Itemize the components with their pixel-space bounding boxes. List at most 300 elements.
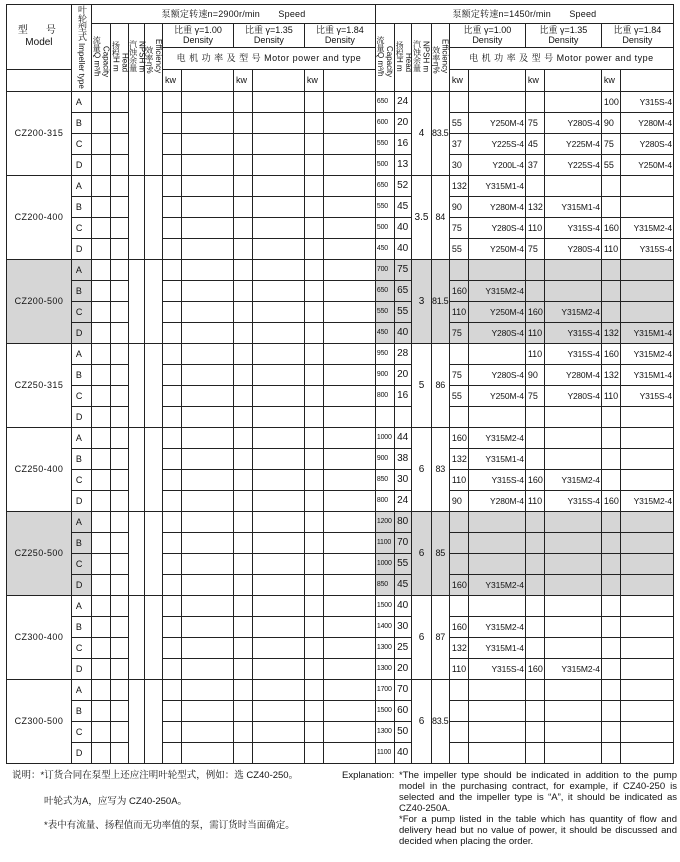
kw-1450-cell xyxy=(601,469,620,490)
impeller-cell: A xyxy=(71,259,91,280)
motor-type-1450-cell: Y280S-4 xyxy=(469,217,526,238)
head-1450-cell: 52 xyxy=(395,175,412,196)
motor-type-1450-cell xyxy=(469,406,526,427)
kw-2900-cell xyxy=(304,343,323,364)
kw-1450-cell xyxy=(525,679,544,700)
kw-2900-cell xyxy=(304,301,323,322)
head-1450-cell: 45 xyxy=(395,196,412,217)
capacity-2900-cell xyxy=(92,301,111,322)
kw-2900-cell xyxy=(233,280,252,301)
motor-type-2900-cell xyxy=(253,259,305,280)
motor-type-1450-cell xyxy=(469,679,526,700)
head-2900-cell xyxy=(111,280,128,301)
kw-1450-cell xyxy=(601,742,620,763)
motor-type-1450-cell xyxy=(545,91,602,112)
capacity-1450-cell: 950 xyxy=(375,343,394,364)
capacity-2900-cell xyxy=(92,280,111,301)
motor-type-2900-cell xyxy=(324,406,376,427)
kw-2900-cell xyxy=(163,343,182,364)
capacity-2900-cell xyxy=(92,742,111,763)
motor-type-1450-cell: Y225S-4 xyxy=(545,154,602,175)
capacity-2900-cell xyxy=(92,364,111,385)
impeller-cell: C xyxy=(71,385,91,406)
motor-type-1450-cell: Y315S-4 xyxy=(545,217,602,238)
kw-1450-cell: 90 xyxy=(525,364,544,385)
kw-1450-cell: 90 xyxy=(601,112,620,133)
eff-1450-cell: 83 xyxy=(431,427,449,511)
kw-2900-cell xyxy=(163,406,182,427)
table-row xyxy=(7,217,674,238)
motor-type-2900-cell xyxy=(253,154,305,175)
head-2900-cell xyxy=(111,217,128,238)
head-2900-cell xyxy=(111,700,128,721)
table-row xyxy=(7,532,674,553)
head-2900-cell xyxy=(111,721,128,742)
head-1450-cell: 24 xyxy=(395,490,412,511)
kw-2900-cell xyxy=(233,595,252,616)
head-2900-cell xyxy=(111,238,128,259)
motor-2900-header: 电 机 功 率 及 型 号 Motor power and type xyxy=(163,47,376,69)
kw-2900-cell xyxy=(163,721,182,742)
kw-2900-b: kw xyxy=(233,69,252,91)
table-row xyxy=(7,238,674,259)
density-100-1450-word: Density xyxy=(472,35,503,46)
model-header-cn: 型 号 xyxy=(17,24,60,36)
eff-2900-cell xyxy=(144,91,162,175)
impeller-cell: C xyxy=(71,217,91,238)
kw-2900-cell xyxy=(304,196,323,217)
eff-1450-cell: 83.5 xyxy=(431,679,449,763)
impeller-cell: D xyxy=(71,322,91,343)
kw-2900-cell xyxy=(233,532,252,553)
motor-type-1450-cell: Y280S-4 xyxy=(621,133,674,154)
motor-type-2900-cell xyxy=(324,364,376,385)
impeller-cell: B xyxy=(71,700,91,721)
kw-2900-cell xyxy=(233,301,252,322)
head-1450-cell: 20 xyxy=(395,112,412,133)
kw-2900-cell xyxy=(163,196,182,217)
motor-type-2900-cell xyxy=(253,427,305,448)
kw-2900-cell xyxy=(233,322,252,343)
kw-2900-cell xyxy=(233,154,252,175)
kw-2900-cell xyxy=(304,217,323,238)
impeller-cell: B xyxy=(71,112,91,133)
head-2900-cn: 扬程H m xyxy=(111,41,121,72)
capacity-1450-cell: 1300 xyxy=(375,658,394,679)
head-1450-cell: 50 xyxy=(395,721,412,742)
motor-type-1450-cell xyxy=(545,595,602,616)
speed-2900-header: 泵额定转速n=2900r/min Speed xyxy=(92,5,376,24)
motor-type-1450-cell: Y315M2-4 xyxy=(469,427,526,448)
motor-type-1450-cell xyxy=(545,406,602,427)
motor-type-2900-cell xyxy=(182,511,234,532)
kw-2900-cell xyxy=(233,658,252,679)
motor-type-1450-cell: Y315M2-4 xyxy=(545,301,602,322)
capacity-2900-cell xyxy=(92,259,111,280)
density-100-2900-word: Density xyxy=(182,35,213,46)
capacity-2900-cell xyxy=(92,427,111,448)
impeller-cell: B xyxy=(71,448,91,469)
impeller-cell: C xyxy=(71,301,91,322)
npsh-1450-cell: 5 xyxy=(412,343,431,427)
kw-1450-cell xyxy=(525,742,544,763)
kw-1450-cell: 110 xyxy=(601,385,620,406)
kw-1450-cell xyxy=(601,406,620,427)
motor-type-2900-cell xyxy=(324,175,376,196)
motor-type-1450-cell: Y280M-4 xyxy=(621,112,674,133)
capacity-2900-cell xyxy=(92,175,111,196)
head-2900-cell xyxy=(111,406,128,427)
kw-2900-cell xyxy=(233,721,252,742)
motor-type-2900-cell xyxy=(182,616,234,637)
eff-1450-header xyxy=(431,24,449,92)
motor-type-1450-cell: Y280S-4 xyxy=(469,364,526,385)
kw-2900-cell xyxy=(304,259,323,280)
capacity-2900-cell xyxy=(92,238,111,259)
kw-2900-cell xyxy=(304,112,323,133)
head-1450-cell: 40 xyxy=(395,595,412,616)
capacity-1450-cell: 700 xyxy=(375,259,394,280)
npsh-2900-cell xyxy=(128,343,144,427)
npsh-2900-cell xyxy=(128,259,144,343)
kw-2900-cell xyxy=(163,532,182,553)
head-2900-cell xyxy=(111,301,128,322)
kw-2900-cell xyxy=(304,721,323,742)
motor-type-1450-cell xyxy=(621,301,674,322)
motor-type-2900-cell xyxy=(182,343,234,364)
table-row xyxy=(7,154,674,175)
impeller-cell: D xyxy=(71,154,91,175)
head-2900-cell xyxy=(111,196,128,217)
capacity-2900-cell xyxy=(92,679,111,700)
head-2900-cell xyxy=(111,553,128,574)
kw-2900-cell xyxy=(163,511,182,532)
kw-2900-cell xyxy=(163,616,182,637)
impeller-cell: A xyxy=(71,595,91,616)
motor-type-2900-cell xyxy=(253,574,305,595)
motor-type-2900-cell xyxy=(182,658,234,679)
head-2900-cell xyxy=(111,637,128,658)
note-en-text xyxy=(399,770,677,847)
motor-type-2900-cell xyxy=(182,553,234,574)
motor-type-1450-cell: Y280S-4 xyxy=(545,112,602,133)
motor-type-2900-cell xyxy=(182,112,234,133)
motor-type-2900-cell xyxy=(182,574,234,595)
density-100-2900-label: 比重 γ=1.00 xyxy=(174,25,222,36)
note-cn-3: *表中有流量、扬程值而无功率值的泵，需订货时当面确定。 xyxy=(44,820,295,831)
head-2900-cell xyxy=(111,679,128,700)
motor-type-2900-cell xyxy=(324,91,376,112)
kw-2900-cell xyxy=(304,364,323,385)
kw-2900-cell xyxy=(233,616,252,637)
note-en-1: *The impeller type should be indicated in addition to the pump model in the purchasing contract, for example, if CZ40-250 is selected and the impeller type is “A”, it should be indicated as CZ40-250A. xyxy=(399,770,677,814)
kw-1450-cell: 132 xyxy=(449,637,468,658)
motor-type-2900-cell xyxy=(324,595,376,616)
kw-1450-cell: 110 xyxy=(525,217,544,238)
head-2900-cell xyxy=(111,511,128,532)
kw-1450-cell xyxy=(601,658,620,679)
kw-1450-cell: 132 xyxy=(601,322,620,343)
head-2900-cell xyxy=(111,742,128,763)
type-1450-a xyxy=(469,69,526,91)
impeller-cell: D xyxy=(71,490,91,511)
kw-2900-cell xyxy=(233,742,252,763)
motor-type-1450-cell xyxy=(621,469,674,490)
head-2900-cell xyxy=(111,532,128,553)
motor-type-1450-cell xyxy=(469,532,526,553)
kw-1450-cell xyxy=(601,427,620,448)
capacity-2900-cell xyxy=(92,154,111,175)
table-row xyxy=(7,742,674,763)
capacity-1450-cell: 450 xyxy=(375,322,394,343)
eff-1450-en: Efficiency xyxy=(440,39,450,74)
motor-type-1450-cell xyxy=(621,700,674,721)
kw-1450-cell xyxy=(449,511,468,532)
kw-1450-cell xyxy=(449,91,468,112)
motor-type-1450-cell xyxy=(621,511,674,532)
capacity-1450-cell xyxy=(375,406,394,427)
kw-2900-cell xyxy=(163,658,182,679)
impeller-cell: A xyxy=(71,175,91,196)
kw-2900-cell xyxy=(163,637,182,658)
head-2900-cell xyxy=(111,616,128,637)
motor-type-2900-cell xyxy=(253,301,305,322)
kw-2900-cell xyxy=(163,154,182,175)
capacity-2900-cell xyxy=(92,322,111,343)
kw-2900-cell xyxy=(304,406,323,427)
kw-2900-cell xyxy=(233,343,252,364)
motor-type-1450-cell: Y315S-4 xyxy=(621,91,674,112)
kw-1450-cell xyxy=(525,553,544,574)
kw-2900-cell xyxy=(163,259,182,280)
density-135-1450 xyxy=(525,24,601,48)
head-1450-cell: 55 xyxy=(395,553,412,574)
eff-2900-cn: 效率η% xyxy=(144,45,154,74)
model-cell: CZ250-400 xyxy=(7,427,72,511)
kw-1450-cell: 75 xyxy=(525,112,544,133)
kw-1450-cell xyxy=(449,700,468,721)
kw-2900-cell xyxy=(233,469,252,490)
table-row xyxy=(7,364,674,385)
motor-type-1450-cell: Y315M1-4 xyxy=(621,322,674,343)
capacity-1450-en: Capacity xyxy=(385,45,394,77)
table-row xyxy=(7,112,674,133)
capacity-2900-cell xyxy=(92,490,111,511)
capacity-2900-header xyxy=(92,24,111,92)
kw-2900-cell xyxy=(304,469,323,490)
kw-2900-cell xyxy=(304,154,323,175)
head-1450-cell: 40 xyxy=(395,238,412,259)
impeller-cell: C xyxy=(71,637,91,658)
motor-type-1450-cell: Y225M-4 xyxy=(545,133,602,154)
motor-type-1450-cell: Y200L-4 xyxy=(469,154,526,175)
impeller-cell: D xyxy=(71,574,91,595)
kw-1450-cell xyxy=(449,259,468,280)
motor-type-1450-cell: Y315M2-4 xyxy=(621,490,674,511)
head-1450-cell: 70 xyxy=(395,532,412,553)
kw-1450-cell: 110 xyxy=(525,343,544,364)
head-2900-cell xyxy=(111,175,128,196)
kw-1450-cell xyxy=(601,553,620,574)
head-1450-cn: 扬程H m xyxy=(395,41,405,72)
kw-1450-cell: 37 xyxy=(449,133,468,154)
motor-type-2900-cell xyxy=(253,490,305,511)
motor-type-1450-cell: Y315S-4 xyxy=(469,469,526,490)
eff-2900-en: Efficiency xyxy=(153,39,163,74)
kw-2900-cell xyxy=(163,595,182,616)
kw-2900-cell xyxy=(163,385,182,406)
table-row xyxy=(7,448,674,469)
motor-type-1450-cell xyxy=(545,553,602,574)
head-1450-header xyxy=(395,24,412,92)
motor-type-2900-cell xyxy=(253,175,305,196)
type-2900-b xyxy=(253,69,305,91)
kw-2900-cell xyxy=(304,91,323,112)
kw-2900-cell xyxy=(163,553,182,574)
head-1450-cell: 40 xyxy=(395,217,412,238)
motor-type-2900-cell xyxy=(253,511,305,532)
capacity-2900-cn: 流量Q m³/h xyxy=(92,36,102,77)
capacity-1450-cn: 流量Q m³/h xyxy=(376,36,385,77)
eff-2900-cell xyxy=(144,679,162,763)
motor-type-2900-cell xyxy=(324,721,376,742)
head-1450-cell: 13 xyxy=(395,154,412,175)
capacity-2900-cell xyxy=(92,532,111,553)
motor-type-2900-cell xyxy=(182,196,234,217)
capacity-2900-cell xyxy=(92,700,111,721)
head-1450-cell: 70 xyxy=(395,679,412,700)
kw-2900-cell xyxy=(163,280,182,301)
kw-2900-cell xyxy=(163,574,182,595)
kw-2900-cell xyxy=(304,175,323,196)
kw-2900-cell xyxy=(163,364,182,385)
table-row xyxy=(7,343,674,364)
kw-1450-cell xyxy=(601,532,620,553)
capacity-2900-cell xyxy=(92,469,111,490)
motor-type-2900-cell xyxy=(182,490,234,511)
kw-2900-cell xyxy=(304,448,323,469)
table-row xyxy=(7,679,674,700)
kw-2900-cell xyxy=(163,679,182,700)
kw-1450-cell: 90 xyxy=(449,490,468,511)
npsh-1450-cn: 汽蚀余量 xyxy=(412,40,422,73)
kw-1450-cell xyxy=(449,406,468,427)
motor-type-1450-cell: Y315M2-4 xyxy=(621,343,674,364)
kw-1450-cell xyxy=(525,175,544,196)
type-1450-b xyxy=(545,69,602,91)
motor-type-1450-cell xyxy=(621,658,674,679)
npsh-2900-cell xyxy=(128,679,144,763)
motor-type-1450-cell: Y315M1-4 xyxy=(469,637,526,658)
kw-1450-cell xyxy=(601,511,620,532)
motor-type-1450-cell: Y315S-4 xyxy=(545,490,602,511)
table-row xyxy=(7,637,674,658)
head-2900-cell xyxy=(111,343,128,364)
impeller-cell: C xyxy=(71,133,91,154)
motor-type-2900-cell xyxy=(182,679,234,700)
npsh-1450-cell: 3.5 xyxy=(412,175,431,259)
motor-type-2900-cell xyxy=(182,700,234,721)
motor-type-1450-cell: Y280M-4 xyxy=(469,196,526,217)
impeller-header-en: Impeller type xyxy=(76,43,86,89)
kw-2900-cell xyxy=(163,469,182,490)
capacity-2900-cell xyxy=(92,595,111,616)
motor-type-1450-cell xyxy=(469,553,526,574)
density-100-1450 xyxy=(449,24,525,48)
capacity-2900-cell xyxy=(92,343,111,364)
kw-2900-cell xyxy=(233,679,252,700)
kw-2900-cell xyxy=(233,448,252,469)
kw-1450-cell xyxy=(601,721,620,742)
kw-1450-cell: 75 xyxy=(525,385,544,406)
kw-1450-cell xyxy=(449,721,468,742)
motor-type-1450-cell: Y315M1-4 xyxy=(469,448,526,469)
table-row xyxy=(7,469,674,490)
motor-type-1450-cell: Y225S-4 xyxy=(469,133,526,154)
kw-2900-cell xyxy=(304,427,323,448)
kw-1450-cell xyxy=(601,574,620,595)
impeller-cell: D xyxy=(71,406,91,427)
kw-1450-cell xyxy=(449,679,468,700)
kw-1450-cell: 110 xyxy=(525,490,544,511)
motor-type-1450-cell xyxy=(545,616,602,637)
head-2900-cell xyxy=(111,574,128,595)
eff-2900-cell xyxy=(144,427,162,511)
density-184-1450-word: Density xyxy=(622,35,653,46)
motor-type-2900-cell xyxy=(324,385,376,406)
table-row xyxy=(7,721,674,742)
motor-type-1450-cell: Y315M1-4 xyxy=(621,364,674,385)
motor-type-2900-cell xyxy=(324,133,376,154)
motor-type-2900-cell xyxy=(253,133,305,154)
head-2900-cell xyxy=(111,469,128,490)
head-2900-cell xyxy=(111,385,128,406)
impeller-cell: D xyxy=(71,658,91,679)
kw-2900-cell xyxy=(304,385,323,406)
kw-2900-cell xyxy=(304,490,323,511)
kw-1450-cell: 160 xyxy=(601,343,620,364)
capacity-1450-cell: 550 xyxy=(375,196,394,217)
head-1450-cell: 38 xyxy=(395,448,412,469)
motor-type-2900-cell xyxy=(324,217,376,238)
kw-2900-cell xyxy=(233,175,252,196)
kw-1450-cell: 30 xyxy=(449,154,468,175)
motor-type-1450-cell: Y315M2-4 xyxy=(469,280,526,301)
kw-2900-cell xyxy=(233,217,252,238)
npsh-2900-cn: 汽蚀余量 xyxy=(128,40,138,73)
kw-1450-cell: 110 xyxy=(449,469,468,490)
kw-1450-cell xyxy=(525,427,544,448)
capacity-1450-cell: 1100 xyxy=(375,742,394,763)
motor-type-2900-cell xyxy=(253,112,305,133)
npsh-1450-en: NPSH m xyxy=(421,41,431,73)
kw-1450-cell xyxy=(525,595,544,616)
impeller-cell: C xyxy=(71,469,91,490)
density-184-2900-label: 比重 γ=1.84 xyxy=(315,25,364,36)
motor-type-2900-cell xyxy=(253,406,305,427)
motor-type-2900-cell xyxy=(182,280,234,301)
motor-type-1450-cell: Y315S-4 xyxy=(469,658,526,679)
npsh-2900-header xyxy=(128,24,147,92)
kw-1450-cell: 132 xyxy=(601,364,620,385)
kw-1450-cell: 110 xyxy=(449,301,468,322)
kw-1450-cell: 160 xyxy=(449,616,468,637)
capacity-2900-cell xyxy=(92,637,111,658)
kw-1450-cell xyxy=(525,280,544,301)
density-135-2900-label: 比重 γ=1.35 xyxy=(245,25,293,36)
impeller-cell: A xyxy=(71,427,91,448)
npsh-2900-cell xyxy=(128,175,144,259)
